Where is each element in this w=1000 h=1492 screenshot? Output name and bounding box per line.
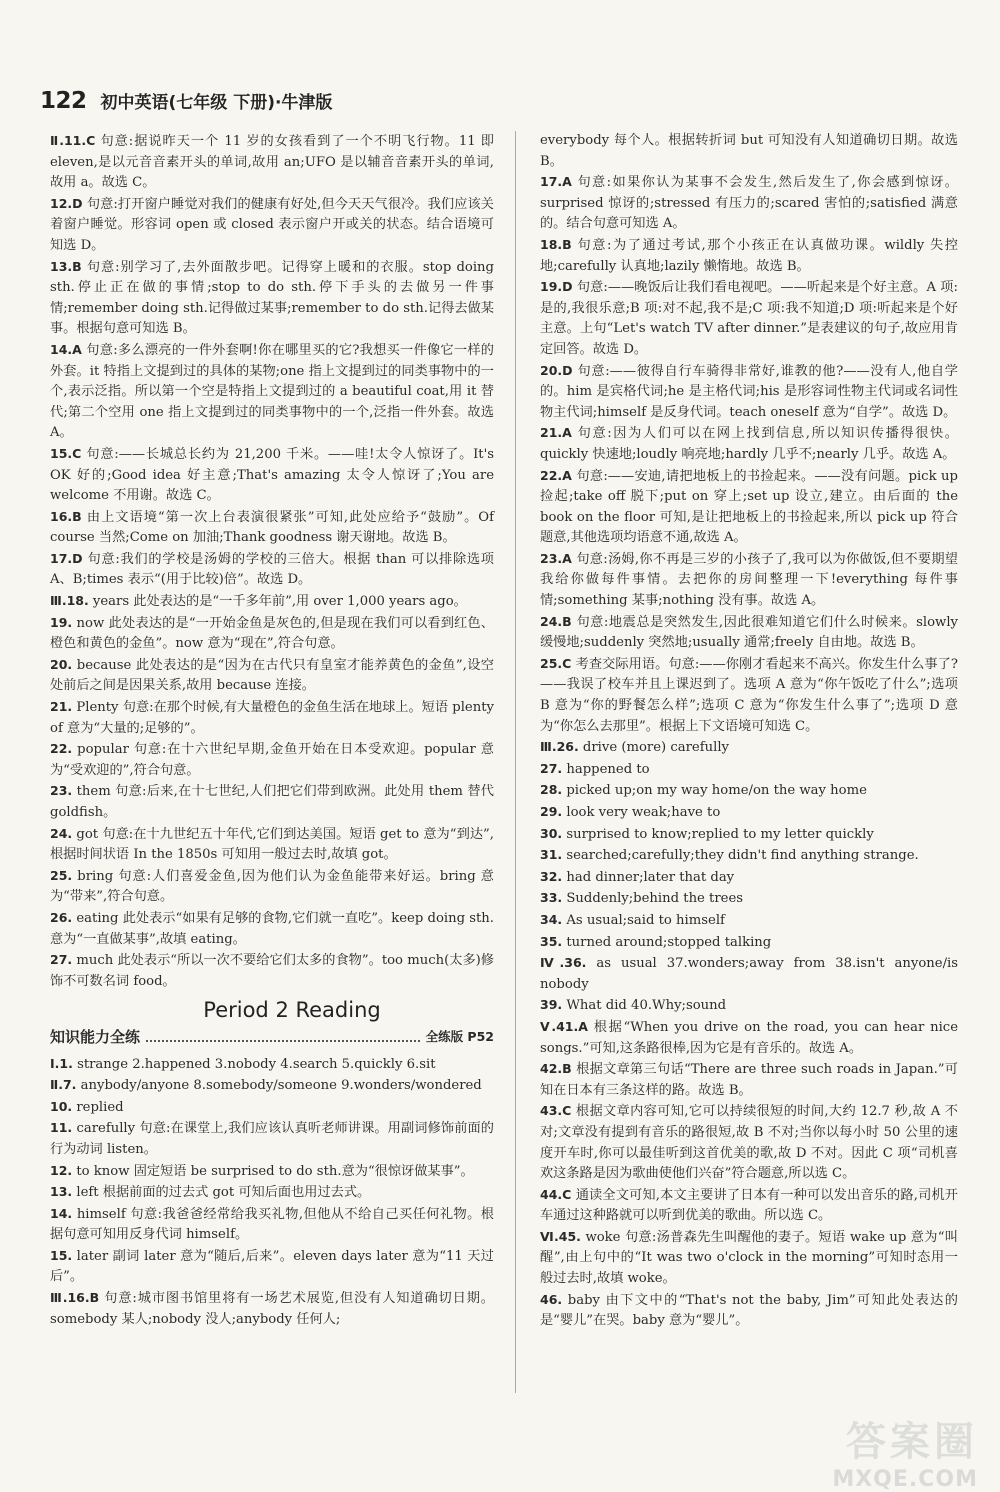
answer-text: 句意:如果你认为某事不会发生,然后发生了,你会感到惊讶。surprised 惊讶的;stressed 有压力的;scared 害怕的;satisfied 满意的。结合句意可知选 A。: [540, 175, 958, 232]
answer-entry: [540, 824, 958, 846]
answer-entry: [50, 908, 494, 950]
answer-key: 23.A: [540, 550, 572, 566]
left-column: [50, 131, 494, 1330]
answer-key: 34.: [540, 911, 563, 927]
answer-text: 句意:——彼得自行车骑得非常好,谁教的他?——没有人,他自学的。him 是宾格代词;he 是主格代词;his 是形容词性物主代词或名词性物主代词;himself 是反身代词。teach oneself 意为“自学”。故选 D。: [540, 363, 958, 420]
answer-key: 46.: [540, 1291, 563, 1307]
page-header: [40, 88, 332, 116]
answer-key: 22.A: [540, 467, 572, 483]
answer-text: 句意:城市图书馆里将有一场艺术展览,但没有人知道确切日期。somebody 某人;nobody 没人;anybody 任何人;: [50, 1291, 494, 1327]
answer-entry: [50, 1075, 494, 1097]
answer-text: 考查交际用语。句意:——你刚才看起来不高兴。你发生什么事了?——我误了校车并且上课迟到了。选项 A 意为“你午饭吃了什么”;选项 B 意为“你的野餐怎么样”;选项 C 意为“你发生什么事了”;选项 D 意为“你怎么去那里”。根据上下文语境可知选 C。: [540, 656, 958, 734]
answer-text: Plenty 句意:在那个时候,有大量橙色的金鱼生活在地球上。短语 plenty of 意为“大量的;足够的”。: [50, 700, 494, 736]
answer-key: 12.D: [50, 195, 83, 211]
answer-key: Ⅲ.16.B: [50, 1290, 100, 1306]
answer-text: As usual;said to himself: [566, 912, 725, 928]
answer-text: as usual 37.wonders;away from 38.isn't anyone/is nobody: [540, 956, 958, 992]
answer-key: 25.C: [540, 655, 572, 671]
answer-key: 28.: [540, 782, 563, 798]
answer-key: 17.D: [50, 550, 83, 566]
answer-key: 30.: [540, 825, 563, 841]
answer-text: 句意:——安迪,请把地板上的书捡起来。——没有问题。pick up 捡起;take off 脱下;put on 穿上;set up 设立,建立。由后面的 the book on the floor 可知,是让把地板上的书捡起来,所以 pick up 符合题意,其他选项均语意不通,故选 A。: [540, 468, 958, 546]
answer-entry: [50, 1246, 494, 1288]
answer-key: Ⅱ.11.C: [50, 133, 96, 148]
answer-entry: [540, 953, 958, 995]
answer-key: 20.: [50, 656, 73, 672]
answer-text: 句意:据说昨天一个 11 岁的女孩看到了一个不明飞行物。11 即 eleven,是以元音音素开头的单词,故用 an;UFO 是以辅音音素开头的单词,故用 a。故选 C。: [50, 134, 494, 191]
answer-key: 32.: [540, 868, 563, 884]
watermark: [832, 1410, 978, 1492]
book-title: 初中英语(七年级 下册)·牛津版: [100, 93, 333, 113]
answer-text: 句意:多么漂亮的一件外套啊!你在哪里买的它?我想买一件像它一样的外套。it 特指上文提到过的具体的某物;one 指上文提到过的同类事物中的一个,表示泛指。所以第一个空是特指上文提到过的 a beautiful coat,用 it 替代;第二个空用 one 指上文提到过的同类事物中的一个,泛指一件外套。故选 A。: [50, 342, 494, 441]
answer-text: baby 由下文中的“That's not the baby, Jim”可知此处表达的是“婴儿”在哭。baby 意为“婴儿”。: [540, 1292, 958, 1329]
answer-key: 17.A: [540, 174, 572, 190]
answer-key: 31.: [540, 847, 563, 863]
answer-text: 句意:汤姆,你不再是三岁的小孩子了,我可以为你做饭,但不要期望我给你做每件事情。去把你的房间整理一下!everything 每件事情;something 某事;nothing 没有事。故选 A。: [540, 551, 958, 609]
answer-key: 39.: [540, 997, 563, 1013]
answer-text: 句意:我们的学校是汤姆的学校的三倍大。根据 than 可以排除选项 A、B;times 表示“(用于比较)倍”。故选 D。: [50, 551, 494, 588]
answer-text: 句意:别学习了,去外面散步吧。记得穿上暖和的衣服。stop doing sth.停止正在做的事情;stop to do sth.停下手头的去做另一件事情;remember doing sth.记得做过某事;remember to do sth.记得去做某事。根据句意可知选 B。: [50, 259, 494, 337]
answer-text: now 此处表达的是“一开始金鱼是灰色的,但是现在我们可以看到红色、橙色和黄色的金鱼”。now 意为“现在”,符合句意。: [50, 615, 494, 652]
answer-entry: [540, 995, 958, 1017]
answer-text: to know 固定短语 be surprised to do sth.意为“很惊讶做某事”。: [76, 1163, 474, 1179]
answer-entry: [540, 780, 958, 802]
answer-entry: [540, 932, 958, 954]
section-reference: 全练版 P52: [425, 1028, 494, 1044]
answer-entry: [50, 1288, 494, 1330]
answer-key: 24.B: [540, 613, 572, 629]
answer-text: 根据文章第三句话“There are three such roads in Japan.”可知在日本有三条这样的路。故选 B。: [540, 1062, 958, 1098]
answer-entry: [50, 340, 494, 444]
answer-text: carefully 句意:在课堂上,我们应该认真听老师讲课。用副词修饰前面的行为动词 listen。: [50, 1121, 494, 1157]
answer-entry: [540, 759, 958, 781]
answer-entry: [50, 1182, 494, 1204]
answer-key: 22.: [50, 741, 73, 757]
answer-entry: [50, 591, 494, 613]
answer-key: 27.: [540, 760, 563, 776]
answer-text: everybody 每个人。根据转折词 but 可知没有人知道确切日期。故选 B。: [540, 133, 958, 169]
answer-entry: [540, 910, 958, 932]
answer-key: 13.: [50, 1184, 73, 1200]
answer-text: turned around;stopped talking: [566, 934, 772, 950]
answer-key: 16.B: [50, 508, 82, 524]
answer-key: Ⅵ.45.: [540, 1228, 581, 1244]
period-title: Period 2 Reading: [203, 998, 381, 1023]
answer-entry: [540, 1101, 958, 1184]
answer-text: 根据文章内容可知,它可以持续很短的时间,大约 12.7 秒,故 A 不对;文章没有提到有音乐的路很短,故 B 不对;当你以每小时 50 公里的速度开车时,你可以最佳听到这首优美的歌,故 D 不对。因此 C 项“司机喜欢这条路是因为歌曲使他们兴奋”符合题意,所以选 C。: [540, 1104, 958, 1182]
dotted-leader: [146, 1032, 420, 1042]
answer-text: replied: [76, 1099, 124, 1115]
answer-entry: [50, 1118, 494, 1160]
answer-key: 21.A: [540, 425, 572, 441]
answer-text: got 句意:在十九世纪五十年代,它们到达美国。短语 get to 意为“到达”,根据时间状语 In the 1850s 可知用一般过去时,故填 got。: [50, 826, 494, 863]
answer-text: himself 句意:我爸爸经常给我买礼物,但他从不给自己买任何礼物。根据句意可知用反身代词 himself。: [50, 1206, 494, 1243]
answer-key: 23.: [50, 783, 73, 799]
answer-entry: [540, 277, 958, 360]
answer-entry: [50, 866, 494, 908]
answer-key: Ⅱ.7.: [50, 1077, 77, 1093]
answer-text: 由上文语境“第一次上台表演很紧张”可知,此处应给予“鼓励”。Of course 当然;Come on 加油;Thank goodness 谢天谢地。故选 B。: [50, 509, 494, 546]
answer-text: eating 此处表示“如果有足够的食物,它们就一直吃”。keep doing sth.意为“一直做某事”,故填 eating。: [50, 910, 494, 947]
answer-key: 44.C: [540, 1186, 572, 1202]
answer-entry: [540, 737, 958, 759]
column-divider: [515, 131, 516, 1393]
answer-entry: [50, 257, 494, 340]
answer-text: Suddenly;behind the trees: [566, 891, 744, 907]
answer-entry: [540, 361, 958, 424]
answer-text: 句意:——晚饭后让我们看电视吧。——听起来是个好主意。A 项:是的,我很乐意;B 项:对不起,我不是;C 项:我不知道;D 项:听起来是个好主意。上句“Let's watch TV after dinner.”是表建议的句子,故应用肯定回答。故选 D。: [540, 280, 958, 357]
answer-entry: [540, 1227, 958, 1290]
answer-entry: [540, 654, 958, 737]
answer-text: surprised to know;replied to my letter quickly: [566, 826, 874, 842]
answer-key: 15.: [50, 1247, 73, 1263]
answer-text: had dinner;later that day: [566, 869, 735, 885]
answer-key: 43.C: [540, 1103, 572, 1119]
answer-key: Ⅳ.36.: [540, 955, 587, 971]
answer-key: 21.: [50, 699, 73, 715]
right-column: [540, 131, 958, 1332]
answer-text: drive (more) carefully: [582, 740, 729, 756]
answer-entry: [50, 507, 494, 549]
answer-text: left 根据前面的过去式 got 可知后面也用过去式。: [76, 1185, 371, 1201]
answer-entry: [50, 824, 494, 866]
answer-text: 句意:地震总是突然发生,因此很难知道它们什么时候来。slowly 缓慢地;suddenly 突然地;usually 通常;freely 自由地。故选 B。: [540, 614, 959, 651]
answer-entry: [50, 950, 494, 992]
answer-entry: [540, 845, 958, 867]
section-bar: [50, 1027, 494, 1048]
answer-entry: [50, 1054, 494, 1076]
answer-text: bring 句意:人们喜爱金鱼,因为他们认为金鱼能带来好运。bring 意为“带来”,符合句意。: [50, 868, 494, 905]
answer-entry: [540, 423, 958, 465]
answer-key: 19.D: [540, 279, 573, 295]
answer-key: 24.: [50, 825, 73, 841]
answer-key: 29.: [540, 804, 563, 819]
answer-entry: [540, 867, 958, 889]
answer-entry: [540, 235, 958, 277]
answer-key: 14.: [50, 1205, 73, 1221]
answer-entry: [540, 466, 958, 549]
answer-entry: [540, 549, 958, 612]
answer-entry: [50, 1204, 494, 1246]
answer-entry: [540, 612, 958, 654]
answer-key: 12.: [50, 1162, 73, 1178]
answer-key: 11.: [50, 1120, 73, 1136]
answer-text: searched;carefully;they didn't find anything strange.: [566, 848, 919, 864]
answer-text: happened to: [566, 761, 650, 777]
answer-text: anybody/anyone 8.somebody/someone 9.wonders/wondered: [80, 1078, 482, 1094]
answer-key: 14.A: [50, 341, 82, 357]
answer-text: 根据“When you drive on the road, you can hear nice songs.”可知,这条路很棒,因为它是有音乐的。故选 A。: [540, 1019, 958, 1056]
answer-entry: [50, 739, 494, 781]
answer-entry: [50, 444, 494, 507]
answer-key: 26.: [50, 909, 73, 925]
answer-text: woke 句意:汤普森先生叫醒他的妻子。短语 wake up 意为“叫醒”,由上句中的“It was two o'clock in the morning”可知时态用一般过去时,故填 woke。: [540, 1229, 958, 1287]
answer-text: popular 句意:在十六世纪早期,金鱼开始在日本受欢迎。popular 意为“受欢迎的”,符合句意。: [50, 742, 494, 778]
answer-key: 20.D: [540, 362, 573, 378]
answer-key: 25.: [50, 867, 73, 883]
answer-entry: [50, 549, 494, 591]
answer-key: 10.: [50, 1098, 73, 1114]
section-label: 知识能力全练: [50, 1027, 141, 1046]
answer-entry: [50, 131, 494, 194]
answer-key: Ⅰ.1.: [50, 1055, 73, 1071]
answer-key: 19.: [50, 614, 73, 630]
answer-entry: [50, 781, 494, 823]
answer-text: 句意:——长城总长约为 21,200 千米。——哇!太令人惊讶了。It's OK 好的;Good idea 好主意;That's amazing 太令人惊讶了;You are welcome 不用谢。故选 C。: [50, 446, 494, 504]
answer-text: What did 40.Why;sound: [566, 998, 727, 1014]
answer-key: Ⅴ.41.A: [540, 1018, 588, 1034]
answer-text: later 副词 later 意为“随后,后来”。eleven days later 意为“11 天过后”。: [50, 1248, 494, 1285]
answer-text: them 句意:后来,在十七世纪,人们把它们带到欧洲。此处用 them 替代 goldfish。: [50, 784, 494, 820]
answer-entry: [540, 888, 958, 910]
answer-entry: [540, 1017, 958, 1059]
answer-text: years 此处表达的是“一千多年前”,用 over 1,000 years ago。: [92, 594, 467, 610]
answer-entry: [50, 655, 494, 697]
answer-key: Ⅲ.26.: [540, 739, 579, 755]
answer-key: 13.B: [50, 258, 82, 274]
answer-key: 18.B: [540, 236, 572, 252]
answer-text: much 此处表示“所以一次不要给它们太多的食物”。too much(太多)修饰不可数名词 food。: [50, 953, 494, 989]
answer-key: 15.C: [50, 445, 82, 461]
answer-key: 33.: [540, 890, 563, 906]
answer-key: Ⅲ.18.: [50, 593, 89, 609]
answer-text: 句意:打开窗户睡觉对我们的健康有好处,但今天天气很冷。我们应该关着窗户睡觉。形容词 open 或 closed 表示窗户开或关的状态。结合语境可知选 D。: [50, 196, 494, 253]
answer-text: 句意:因为人们可以在网上找到信息,所以知识传播得很快。quickly 快速地;loudly 响亮地;hardly 几乎不;nearly 几乎。故选 A。: [540, 426, 958, 462]
answer-entry: [50, 697, 494, 739]
answer-entry: [50, 613, 494, 655]
answer-entry: [540, 1059, 958, 1101]
answer-entry: [540, 1185, 958, 1227]
answer-entry: [50, 194, 494, 257]
answer-entry: [50, 1097, 494, 1119]
answer-key: 27.: [50, 952, 73, 968]
answer-text: look very weak;have to: [566, 805, 721, 820]
answer-entry: [540, 802, 958, 824]
answer-text: 通读全文可知,本文主要讲了日本有一种可以发出音乐的路,司机开车通过这种路就可以听到优美的歌曲。所以选 C。: [540, 1187, 958, 1224]
answer-entry: [540, 1290, 958, 1332]
answer-key: 35.: [540, 933, 563, 949]
answer-key: 42.B: [540, 1061, 572, 1077]
answer-entry: [540, 172, 958, 235]
answer-text: picked up;on my way home/on the way home: [566, 783, 867, 799]
watermark-logo: 答案圈: [846, 1419, 978, 1465]
answer-entry: [50, 1161, 494, 1183]
answer-text: because 此处表达的是“因为在古代只有皇室才能养黄色的金鱼”,设空处前后之间是因果关系,故用 because 连接。: [50, 657, 494, 694]
answer-text: strange 2.happened 3.nobody 4.search 5.quickly 6.sit: [77, 1056, 436, 1072]
answer-text: 句意:为了通过考试,那个小孩正在认真做功课。wildly 失控地;carefully 认真地;lazily 懒惰地。故选 B。: [540, 237, 958, 274]
answer-entry: [540, 131, 958, 172]
page-number: 122: [40, 88, 87, 114]
watermark-url: MXQE.COM: [832, 1467, 978, 1492]
